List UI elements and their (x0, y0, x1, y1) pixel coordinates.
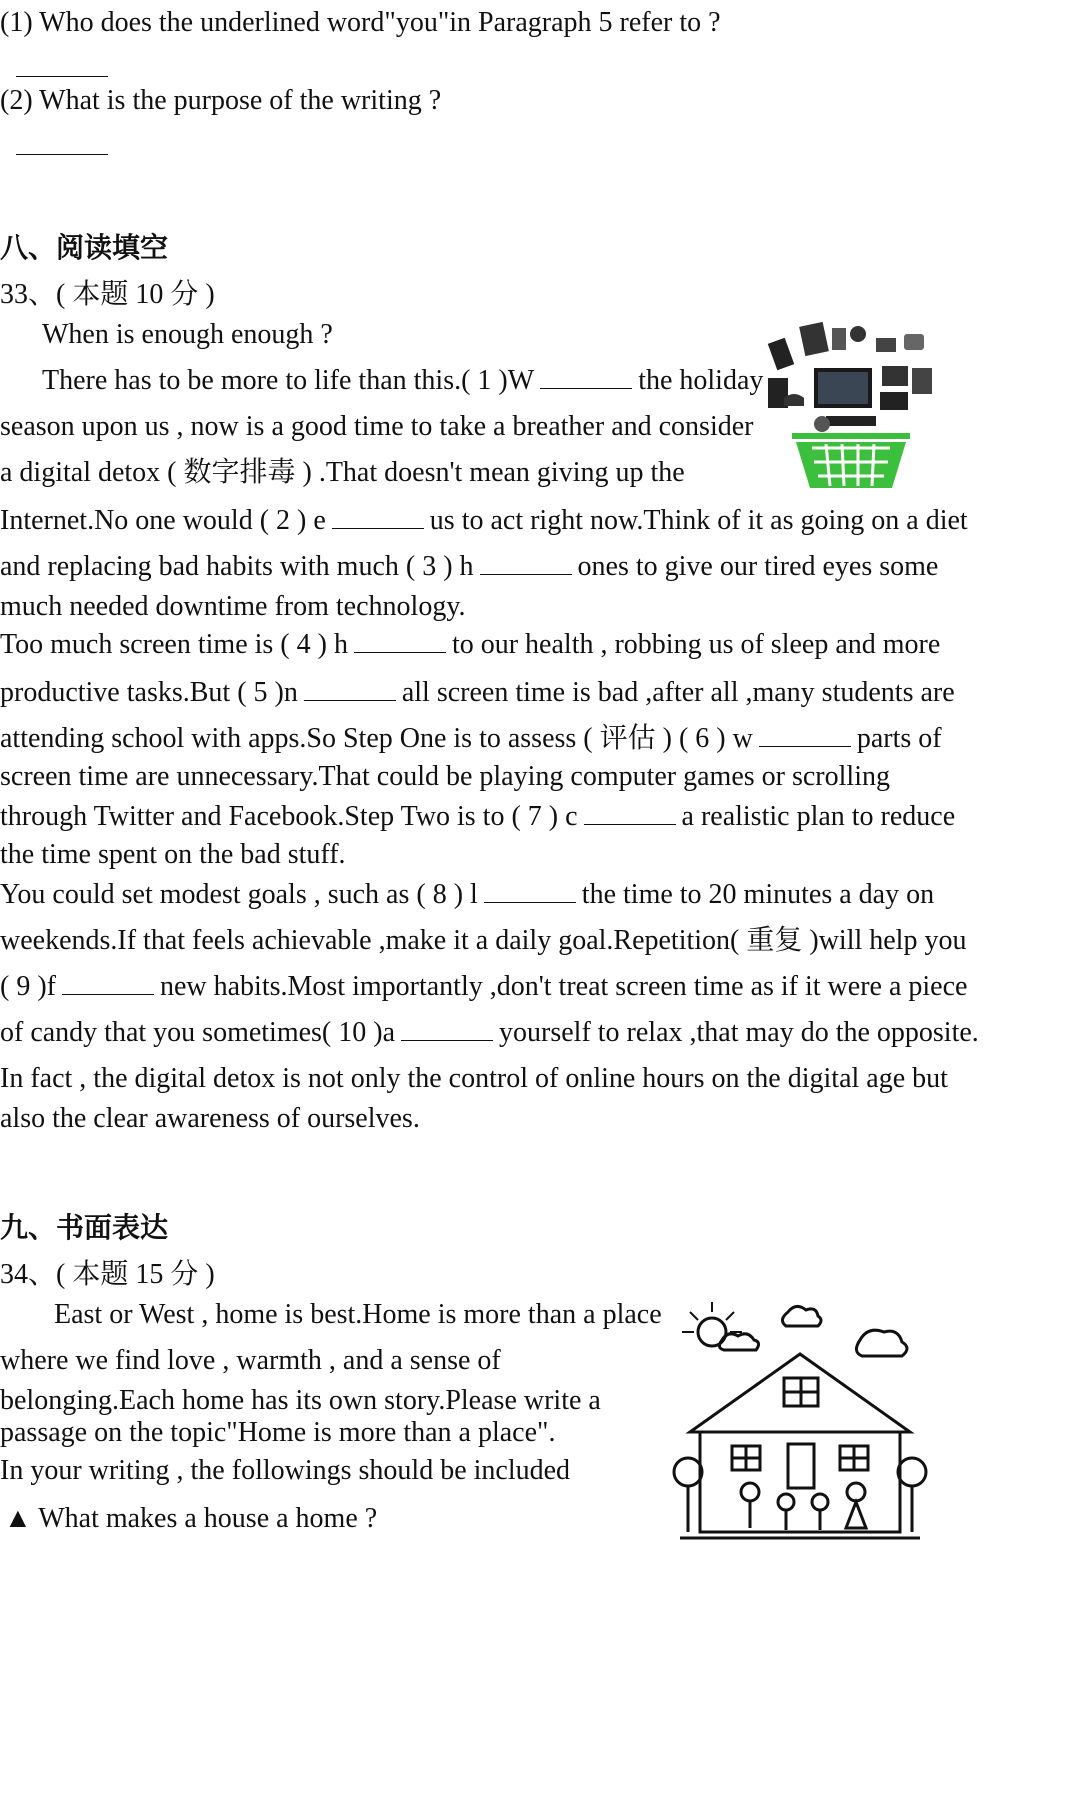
passage-text: In fact , the digital detox is not only the control of online hours on the digital age but (0, 1063, 948, 1094)
fill-in-blank[interactable] (484, 880, 576, 903)
passage-line (0, 1102, 420, 1136)
passage-line (0, 1016, 979, 1050)
passage-title: When is enough enough ? (42, 319, 333, 350)
fill-in-blank[interactable] (332, 506, 424, 529)
passage-text: and replacing bad habits with much ( 3 ) h (0, 551, 474, 582)
writing-prompt-line-3: belonging.Each home has its own story.Please write a (0, 1385, 601, 1416)
passage-line (0, 760, 890, 794)
passage-text: through Twitter and Facebook.Step Two is to ( 7 ) c (0, 801, 578, 832)
fill-in-blank[interactable] (540, 366, 632, 389)
passage-text: There has to be more to life than this.( 1 )W (42, 365, 535, 396)
passage-text: productive tasks.But ( 5 )n (0, 677, 298, 708)
passage-text: Internet.No one would ( 2 ) e (0, 505, 326, 536)
fill-in-blank[interactable] (480, 552, 572, 575)
passage-text: screen time are unnecessary.That could be playing computer games or scrolling (0, 761, 890, 792)
passage-line (0, 456, 685, 490)
passage-line (0, 590, 466, 624)
passage-text: yourself to relax ,that may do the opposite. (499, 1017, 979, 1048)
passage-text: weekends.If that feels achievable ,make it a daily goal.Repetition( 重复 )will help you (0, 925, 967, 956)
passage-line (42, 364, 763, 398)
passage-text: a realistic plan to reduce (681, 801, 956, 832)
writing-bullet-1: ▲ What makes a house a home ? (4, 1503, 378, 1534)
fill-in-blank[interactable] (62, 972, 154, 995)
passage-text: the holiday (638, 365, 764, 396)
passage-text: a digital detox ( 数字排毒 ) .That doesn't mean giving up the (0, 457, 685, 488)
passage-text: much needed downtime from technology. (0, 591, 466, 622)
answer-blank-2[interactable] (16, 154, 108, 155)
writing-prompt-line-5: In your writing , the followings should be included (0, 1455, 571, 1486)
passage-text: new habits.Most importantly ,don't treat screen time as if it were a piece (159, 971, 968, 1002)
question-2: (2) What is the purpose of the writing ? (0, 85, 442, 116)
passage-text: ( 9 )f (0, 971, 56, 1002)
family-house-drawing (670, 1292, 932, 1560)
passage-text: Too much screen time is ( 4 ) h (0, 629, 348, 660)
passage-text: ones to give our tired eyes some (577, 551, 939, 582)
passage-line (0, 924, 966, 958)
fill-in-blank[interactable] (354, 630, 446, 653)
answer-blank-1[interactable] (16, 76, 108, 77)
passage-line (0, 838, 346, 872)
devices-basket-image (762, 318, 940, 496)
question-1: (1) Who does the underlined word"you"in Paragraph 5 refer to ? (0, 7, 721, 38)
passage-text: You could set modest goals , such as ( 8 ) l (0, 879, 478, 910)
passage-line (0, 550, 938, 584)
passage-text: of candy that you sometimes( 10 )a (0, 1017, 396, 1048)
passage-line (0, 628, 940, 662)
fill-in-blank[interactable] (584, 802, 676, 825)
passage-text: the time spent on the bad stuff. (0, 839, 346, 870)
writing-prompt-line-2: where we find love , warmth , and a sense of (0, 1345, 501, 1376)
fill-in-blank[interactable] (304, 678, 396, 701)
question-34-header: 34、( 本题 15 分 ) (0, 1259, 215, 1290)
passage-line (0, 722, 942, 756)
passage-text: the time to 20 minutes a day on (581, 879, 935, 910)
question-33-header: 33、( 本题 10 分 ) (0, 279, 215, 310)
passage-line (0, 878, 934, 912)
writing-prompt-line-1: East or West , home is best.Home is more than a place (54, 1299, 662, 1330)
passage-line (0, 970, 967, 1004)
passage-line (0, 504, 968, 538)
passage-text: attending school with apps.So Step One is to assess ( 评估 ) ( 6 ) w (0, 723, 753, 754)
passage-line (0, 676, 955, 710)
section-8-title: 八、阅读填空 (0, 231, 169, 264)
passage-line (0, 1062, 948, 1096)
passage-text: to our health , robbing us of sleep and more (451, 629, 941, 660)
passage-text: also the clear awareness of ourselves. (0, 1103, 420, 1134)
passage-text: all screen time is bad ,after all ,many students are (401, 677, 955, 708)
fill-in-blank[interactable] (401, 1018, 493, 1041)
passage-text: parts of (856, 723, 942, 754)
section-9-title: 九、书面表达 (0, 1211, 169, 1244)
writing-prompt-line-4: passage on the topic"Home is more than a place". (0, 1417, 556, 1448)
passage-text: us to act right now.Think of it as going on a diet (429, 505, 968, 536)
passage-line (0, 800, 955, 834)
passage-line (0, 410, 753, 444)
fill-in-blank[interactable] (759, 724, 851, 747)
passage-text: season upon us , now is a good time to take a breather and consider (0, 411, 754, 442)
